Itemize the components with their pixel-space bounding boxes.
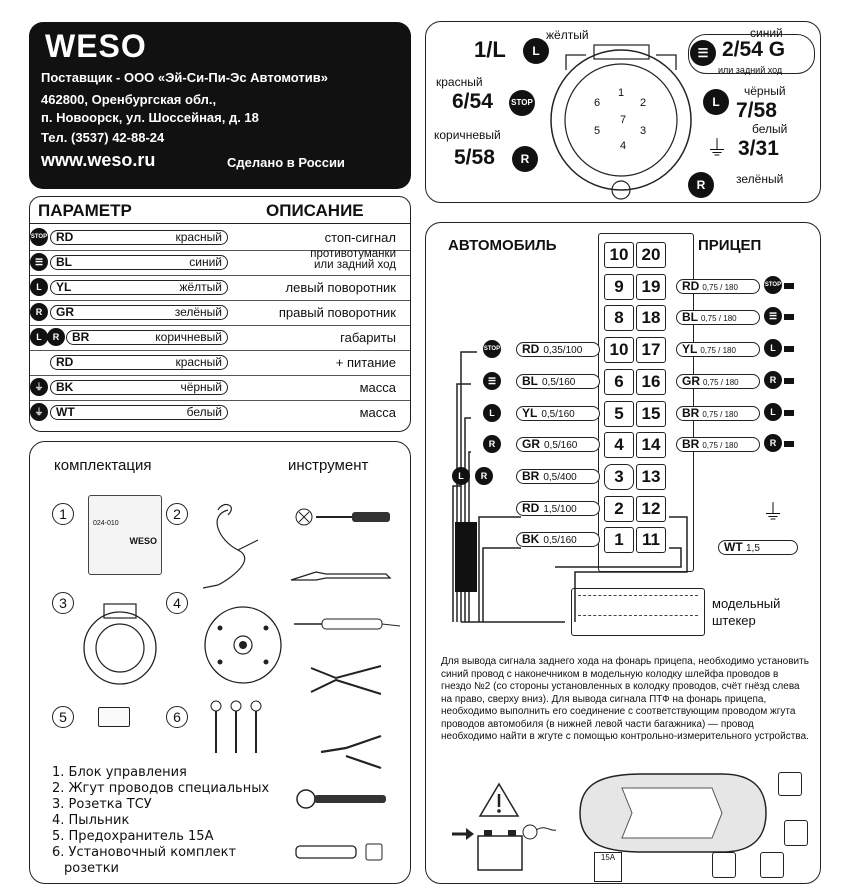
pin-right: 11 [636, 527, 666, 553]
item-num-6: 6 [166, 706, 188, 728]
right-marker-icon: R [512, 146, 538, 172]
supplier-block [29, 22, 411, 189]
kit-item-3: 3. Розетка ТСУ [52, 797, 152, 812]
row-divider [30, 300, 410, 301]
trailer-wire-pill [676, 406, 760, 421]
stop-icon: STOP [509, 90, 535, 116]
param-description: левый поворотник [285, 280, 396, 295]
param-code: BR [72, 330, 90, 344]
left-turn-icon: L [523, 38, 549, 64]
car-wire-spec: 0,5/160 [542, 376, 576, 388]
param-description-line1: противотуманки [310, 248, 396, 260]
ground-callout [712, 852, 736, 878]
pin-left: 10 [604, 337, 634, 363]
pin-left: 6 [604, 369, 634, 395]
right-turn-icon: R [764, 434, 782, 452]
pin-5: 5 [594, 125, 601, 137]
param-code: GR [56, 305, 74, 319]
socket-image [76, 600, 164, 686]
param-code-pill [50, 380, 228, 395]
param-color: жёлтый [179, 280, 222, 294]
label-2-color: синий [750, 26, 783, 40]
param-description: масса [359, 405, 396, 420]
kit-item-1: 1. Блок управления [52, 765, 187, 780]
pin-6: 6 [594, 97, 601, 109]
model-connector [571, 588, 705, 636]
wire-end [784, 283, 794, 289]
wire-end [784, 410, 794, 416]
kit-item-5: 5. Предохранитель 15А [52, 829, 214, 844]
param-code-pill [50, 255, 228, 270]
param-color: зелёный [174, 305, 222, 319]
pin-right: 15 [636, 401, 666, 427]
pin-right: 16 [636, 369, 666, 395]
ground-wire-code [718, 540, 798, 555]
fog-icon: ☰ [483, 372, 501, 390]
mounting-kit-image [206, 698, 266, 758]
connector-label-1: модельный [712, 596, 781, 611]
stop-icon: STOP [483, 340, 501, 358]
param-code: RD [56, 230, 74, 244]
right-turn-icon: R [30, 303, 48, 321]
label-5-code: 5/58 [454, 146, 495, 169]
param-code-pill [50, 280, 228, 295]
param-code-pill [50, 230, 228, 245]
pin-left: 8 [604, 305, 634, 331]
car-wire-pill [516, 406, 600, 421]
module-code: 024-010 [93, 520, 119, 527]
car-wire-pill [516, 532, 600, 547]
param-color: синий [189, 255, 222, 269]
trailer-wire-spec: 0,75 / 180 [701, 314, 737, 324]
pin-right: 17 [636, 337, 666, 363]
socket-callout [778, 772, 802, 796]
param-code: YL [56, 280, 72, 294]
param-color: красный [175, 355, 222, 369]
item-num-4: 4 [166, 592, 188, 614]
pin-7: 7 [620, 114, 627, 126]
screwdriver-image [294, 506, 394, 528]
left-turn-icon: L [764, 403, 782, 421]
ground-icon: ⏚ [706, 136, 729, 161]
ground-icon: ⏚ [30, 403, 48, 421]
ground-symbol: ⏚ [762, 500, 785, 525]
kit-panel [29, 441, 411, 884]
row-divider [30, 325, 410, 326]
label-5-color: коричневый [434, 128, 501, 142]
pry-tool-image [286, 560, 396, 590]
row-divider [30, 400, 410, 401]
trailer-wire-code: BR [682, 437, 700, 452]
param-code: BK [56, 380, 74, 394]
pin-left: 9 [604, 274, 634, 300]
car-topview [572, 768, 772, 858]
trailer-wire-spec: 0,75 / 180 [702, 409, 738, 419]
label-7-color: чёрный [744, 84, 786, 98]
car-wire-pill [516, 469, 600, 484]
car-wire-spec: 0,5/160 [541, 408, 575, 420]
kit-item-4: 4. Пыльник [52, 813, 130, 828]
supplier-phone: Тел. (3537) 42-88-24 [41, 130, 165, 145]
param-color: коричневый [155, 330, 222, 344]
trailer-wire-spec: 0,75 / 180 [702, 282, 738, 292]
trailer-wire-spec: 0,75 / 180 [702, 441, 738, 451]
row-divider [30, 350, 410, 351]
dust-boot-image [198, 600, 288, 690]
pin-1: 1 [618, 87, 625, 99]
trailer-wire-code: BR [682, 405, 700, 420]
car-wire-code: GR [522, 437, 540, 452]
trailer-wire-code: GR [682, 373, 700, 388]
label-6-color: красный [436, 75, 483, 89]
stop-icon: STOP [764, 276, 782, 294]
kit-item-6: 6. Установочный комплект [52, 845, 237, 860]
ground-wire-spec: 1,5 [746, 543, 760, 554]
warning-icon [478, 782, 520, 818]
pin-3: 3 [640, 125, 647, 137]
param-description-line2: или задний ход [314, 259, 396, 271]
trailer-wire-pill [676, 310, 760, 325]
tools-title: инструмент [288, 457, 369, 474]
pin-left: 4 [604, 432, 634, 458]
param-color: чёрный [180, 380, 222, 394]
car-wire-code: BR [522, 468, 540, 483]
kit-title: комплектация [54, 457, 152, 474]
car-wire-code: BK [522, 532, 540, 547]
pin-left: 10 [604, 242, 634, 268]
pin-4: 4 [620, 140, 627, 152]
pliers-image [306, 658, 386, 702]
trailer-title: ПРИЦЕП [698, 237, 762, 254]
left-marker-icon: L [452, 467, 470, 485]
crimper-image [316, 732, 386, 772]
params-header-desc: ОПИСАНИЕ [266, 201, 364, 220]
item-num-2: 2 [166, 503, 188, 525]
car-wire-code: RD [522, 342, 540, 357]
wire-end [784, 378, 794, 384]
pin-right: 14 [636, 432, 666, 458]
fuse-callout-label: 15A [600, 853, 616, 862]
right-marker-icon: R [47, 328, 65, 346]
param-code-pill [50, 355, 228, 370]
param-description: масса [359, 380, 396, 395]
module-brand: WESO [129, 536, 157, 546]
test-light-image [292, 612, 402, 636]
item-num-5: 5 [52, 706, 74, 728]
car-wire-spec: 0,5/400 [543, 471, 577, 483]
param-description: стоп-сигнал [324, 230, 396, 245]
ground-icon: ⏚ [30, 378, 48, 396]
wire-end [784, 441, 794, 447]
trailer-wire-pill [676, 279, 760, 294]
label-7-code: 7/58 [736, 99, 777, 122]
battery-icon [450, 820, 560, 876]
kit-item-6-cont: розетки [64, 861, 119, 876]
pin-right: 12 [636, 496, 666, 522]
trailer-wire-pill [676, 342, 760, 357]
pin-right: 19 [636, 274, 666, 300]
pin-right: 18 [636, 305, 666, 331]
label-2-code: 2/54 G [722, 38, 786, 61]
item-num-1: 1 [52, 503, 74, 525]
param-color: белый [186, 405, 222, 419]
pin-left: 3 [604, 464, 634, 490]
fog-icon: ☰ [30, 253, 48, 271]
left-turn-icon: L [764, 339, 782, 357]
param-code-pill [50, 305, 228, 320]
trailer-wire-pill [676, 374, 760, 389]
fog-icon: ☰ [764, 307, 782, 325]
supplier-line3: п. Новоорск, ул. Шоссейная, д. 18 [41, 110, 259, 125]
car-wire-spec: 0,5/160 [544, 440, 578, 452]
car-wire-pill [516, 342, 600, 357]
param-description: правый поворотник [278, 305, 396, 320]
ground-wire-code-text: WT [724, 540, 743, 554]
socket-wrench-image [292, 840, 392, 864]
param-color: красный [175, 230, 222, 244]
header-divider [30, 223, 410, 224]
fuse-image [98, 707, 130, 727]
module-callout [784, 820, 808, 846]
wiring-note: Для вывода сигнала заднего хода на фонарь прицепа, необходимо установить синий провод с наконечником в модельную колодку шлейфа проводов в гнездо №2 (со стороны установленных в колодку проводов, счёт гнёзд слева на право, сверху вниз). Для вывода сигнала ПТФ на фонарь прицепа, необходимо выполнить его соединение с соответствующим проводом жгута проводов автомобиля (в нижней левой части багажника) — провод необходимо найти в жгуте с помощью контрольно-измерительного устройства. [441, 656, 809, 742]
pin-right: 13 [636, 464, 666, 490]
harness-image [198, 500, 268, 590]
stop-icon: STOP [30, 228, 48, 246]
label-6-code: 6/54 [452, 90, 493, 113]
right-turn-icon: R [688, 172, 714, 198]
supplier-line1: Поставщик - ООО «Эй-Си-Пи-Эс Автомотив» [41, 70, 328, 85]
pin-right: 20 [636, 242, 666, 268]
pin-left: 1 [604, 527, 634, 553]
param-code: WT [56, 405, 75, 419]
row-divider [30, 275, 410, 276]
param-description: + питание [335, 355, 396, 370]
label-4-color: зелёный [736, 172, 784, 186]
pin-left: 5 [604, 401, 634, 427]
param-code: RD [56, 355, 74, 369]
param-description: габариты [340, 330, 396, 345]
car-wire-spec: 0,5/160 [543, 535, 577, 547]
param-code-pill [66, 330, 228, 345]
car-wire-spec: 1,5/100 [543, 503, 577, 515]
left-turn-icon: L [30, 278, 48, 296]
pin-2: 2 [640, 97, 647, 109]
wire-end [784, 314, 794, 320]
connector-label-2: штекер [712, 613, 756, 628]
row-divider [30, 375, 410, 376]
trailer-wire-code: RD [682, 278, 700, 293]
left-marker-icon: L [703, 89, 729, 115]
car-title: АВТОМОБИЛЬ [448, 237, 557, 254]
param-description [240, 249, 396, 271]
label-1-color: жёлтый [546, 28, 589, 42]
param-code-pill [50, 405, 228, 420]
car-wire-code: RD [522, 500, 540, 515]
car-wire-pill [516, 501, 600, 516]
params-header-param: ПАРАМЕТР [38, 201, 132, 220]
socket-panel [425, 21, 821, 203]
wire-end [784, 346, 794, 352]
label-3-code: 3/31 [738, 137, 779, 160]
label-1-code: 1/L [474, 37, 506, 62]
harness-callout [760, 852, 784, 878]
car-wire-code: YL [522, 405, 538, 420]
car-wire-pill [516, 374, 600, 389]
label-2-note: или задний ход [718, 65, 783, 75]
kit-item-2: 2. Жгут проводов специальных [52, 781, 270, 796]
supplier-line2: 462800, Оренбургская обл., [41, 92, 217, 107]
right-turn-icon: R [483, 435, 501, 453]
right-turn-icon: R [764, 371, 782, 389]
item-num-3: 3 [52, 592, 74, 614]
trailer-wire-pill [676, 437, 760, 452]
label-3-color: белый [752, 122, 788, 136]
fog-icon: ☰ [690, 40, 716, 66]
left-turn-icon: L [483, 404, 501, 422]
control-module-image [88, 495, 162, 575]
ratchet-image [292, 786, 392, 812]
trailer-wire-spec: 0,75 / 180 [703, 377, 739, 387]
trailer-wire-code: YL [682, 342, 698, 357]
trailer-wire-code: BL [682, 310, 698, 325]
param-code: BL [56, 255, 72, 269]
car-wire-pill [516, 437, 600, 452]
car-wire-code: BL [522, 373, 538, 388]
pin-left: 2 [604, 496, 634, 522]
right-marker-icon: R [475, 467, 493, 485]
made-in: Сделано в России [227, 155, 345, 170]
left-marker-icon: L [30, 328, 48, 346]
fuse-callout [594, 852, 622, 882]
car-wire-spec: 0,35/100 [543, 345, 583, 357]
brand-logo: WESO [45, 28, 147, 64]
trailer-wire-spec: 0,75 / 180 [700, 346, 736, 356]
supplier-website[interactable]: www.weso.ru [41, 150, 156, 170]
